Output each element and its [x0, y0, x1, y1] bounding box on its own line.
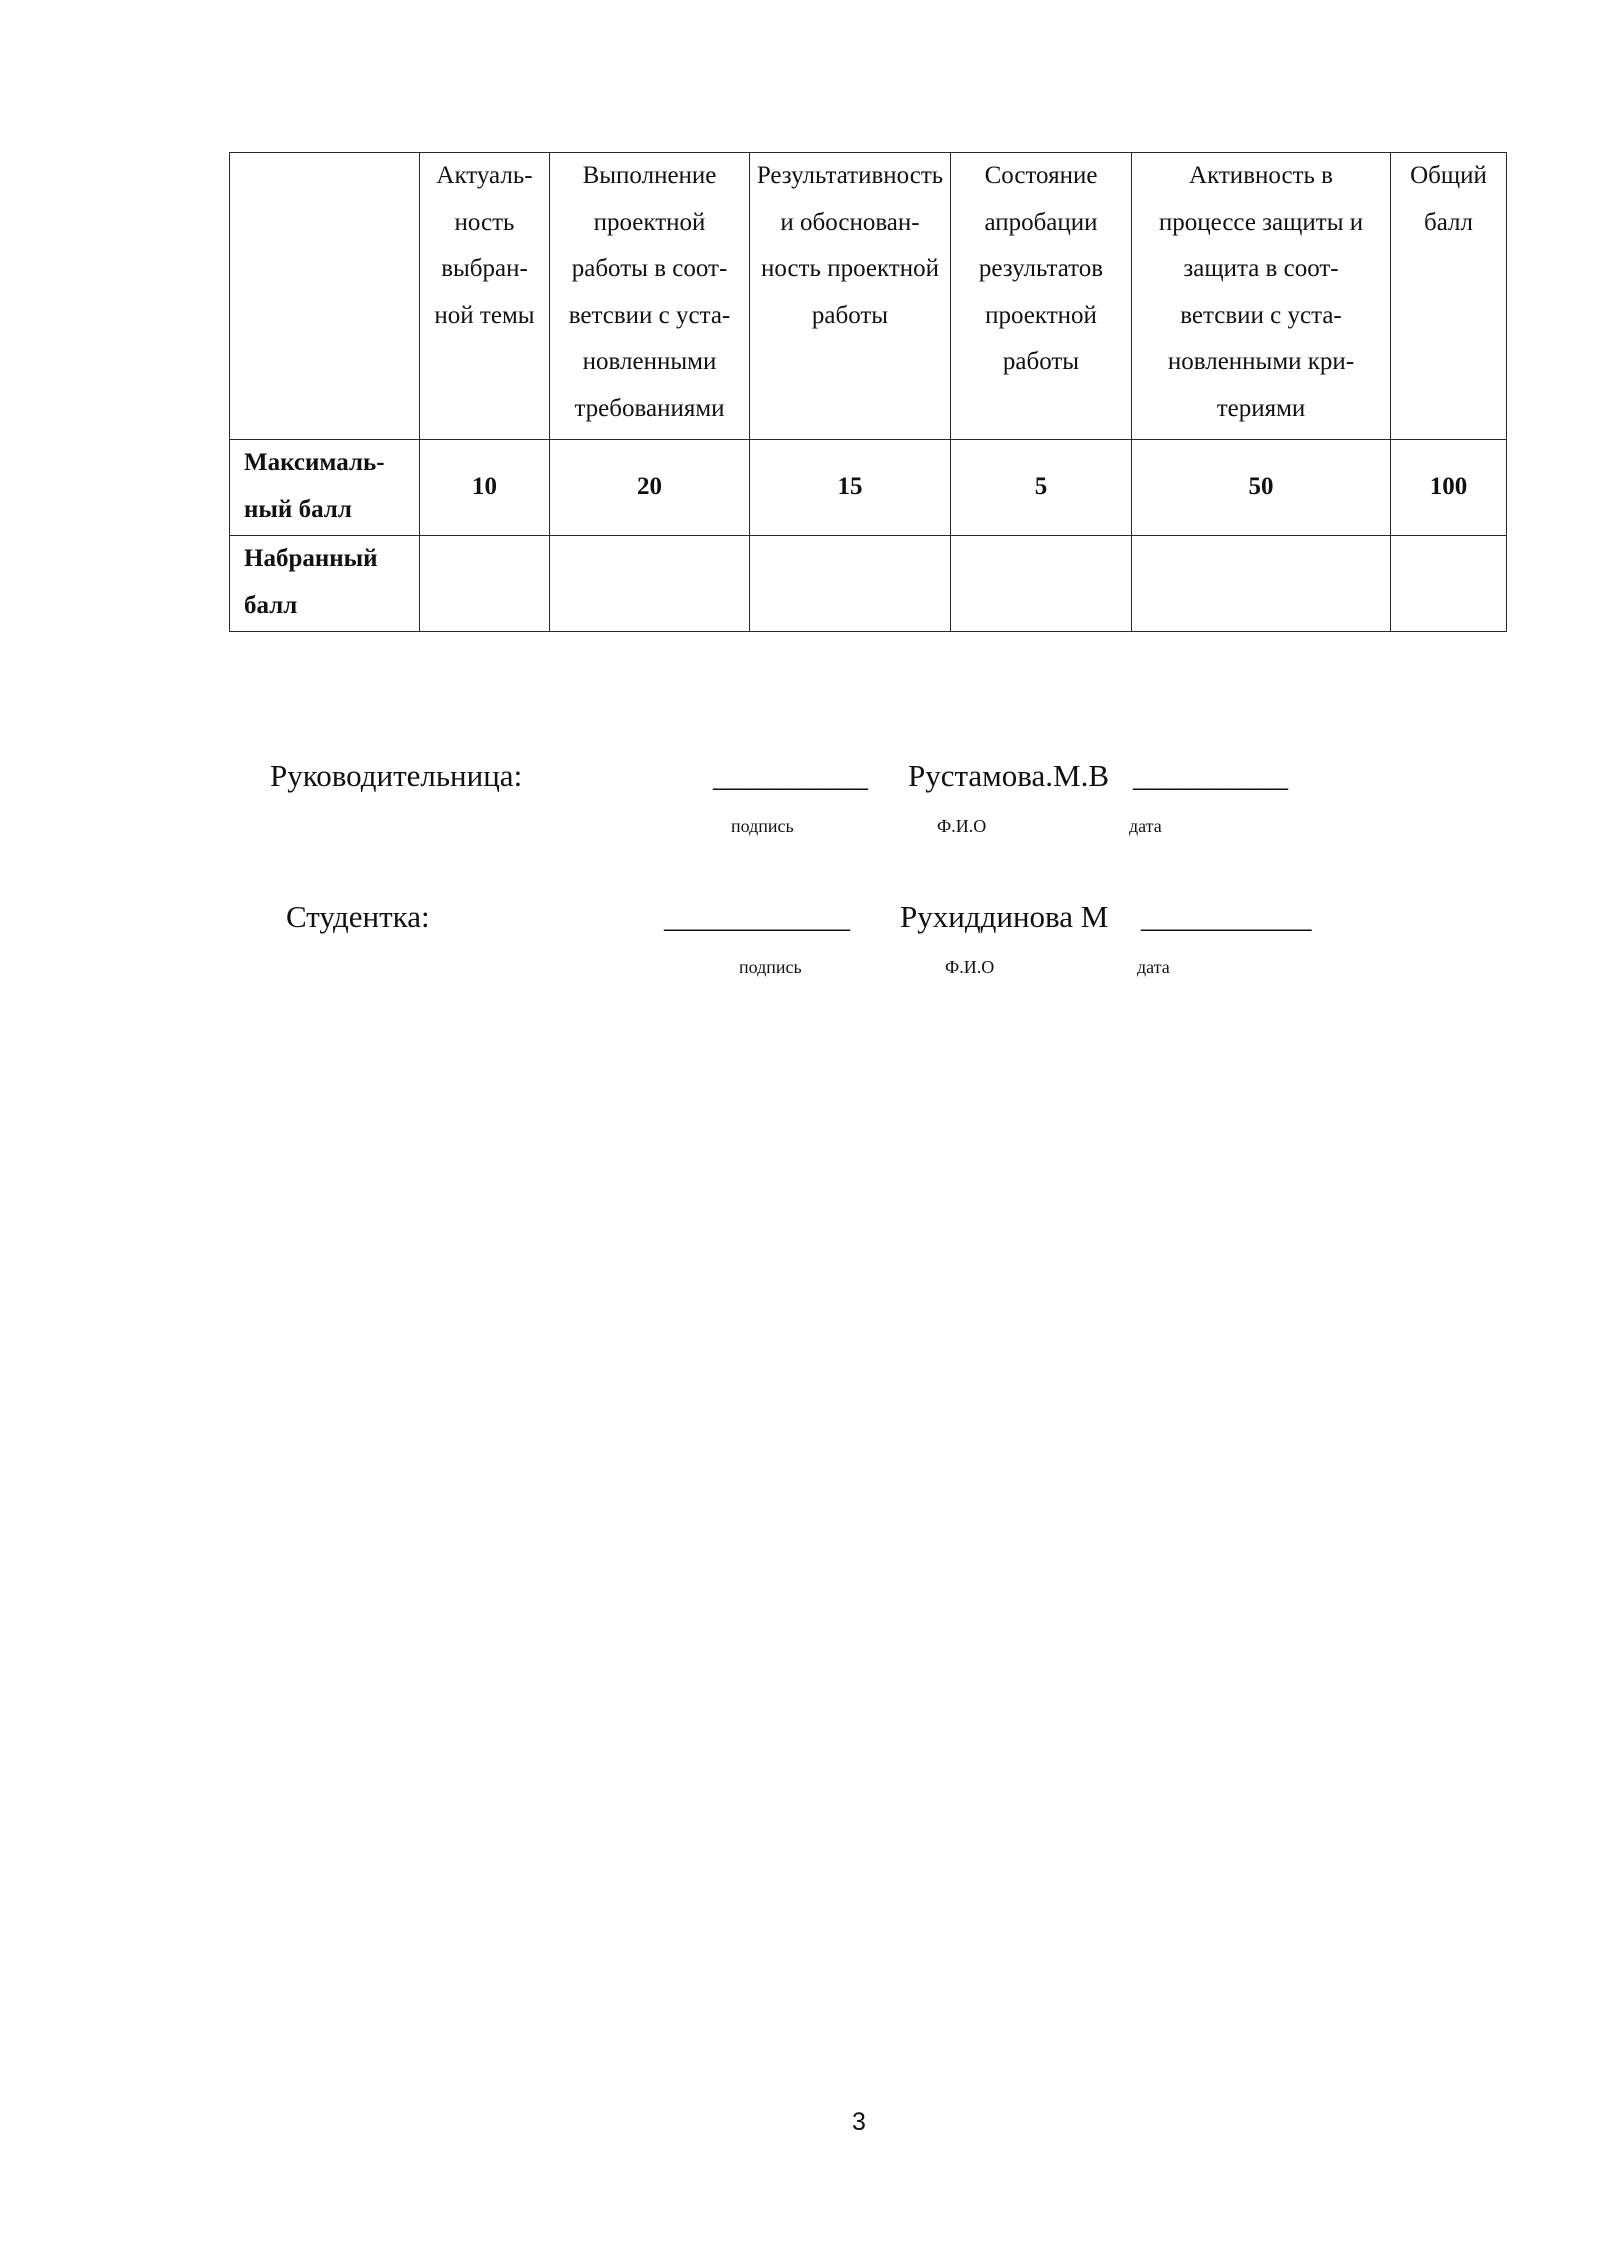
row-label-line: Максималь- — [244, 449, 385, 476]
supervisor-role-label: Руководительница: — [270, 758, 523, 793]
header-line: работы в соот- — [571, 255, 728, 282]
supervisor-signature-line: __________ — [713, 758, 868, 793]
header-line: Актуаль- — [436, 162, 533, 189]
obtained-score-cell — [420, 536, 550, 632]
header-line: защита в соот- — [1183, 255, 1339, 282]
header-line: териями — [1216, 394, 1306, 422]
max-score-cell: 50 — [1132, 440, 1391, 536]
supervisor-caption-date: дата — [1129, 816, 1162, 836]
header-line: ной темы — [434, 301, 535, 329]
header-line: проектной — [593, 208, 706, 236]
student-name: Рухиддинова М — [900, 899, 1109, 934]
student-caption-date: дата — [1137, 957, 1170, 977]
header-line: новленными — [582, 348, 717, 375]
header-line: ветсвии с уста- — [568, 301, 731, 329]
supervisor-caption-signature: подпись — [731, 816, 794, 836]
supervisor-date-line: __________ — [1133, 758, 1288, 793]
header-line: и обоснован- — [780, 208, 920, 236]
header-line: новленными кри- — [1167, 348, 1355, 375]
header-line: Результативность — [756, 162, 944, 189]
max-score-cell: 15 — [750, 440, 951, 536]
page-number: 3 — [852, 2108, 866, 2136]
header-line: работы — [1002, 348, 1080, 375]
header-cell-execution — [550, 153, 750, 440]
obtained-score-cell — [951, 536, 1132, 632]
header-line: требованиями — [574, 394, 725, 422]
student-role-label: Студентка: — [286, 899, 430, 934]
header-line: работы — [811, 301, 889, 329]
header-line: процессе защиты и — [1158, 208, 1364, 236]
row-label-line: Набранный — [244, 545, 378, 572]
header-line: ветсвии с уста- — [1180, 301, 1342, 329]
header-line: результатов — [978, 255, 1104, 282]
header-cell-approbation — [951, 153, 1132, 440]
row-label-line: балл — [244, 591, 298, 619]
header-cell-defense — [1132, 153, 1391, 440]
header-line: ность проектной — [761, 255, 939, 282]
score-table — [229, 152, 1507, 632]
header-line: Выполнение — [582, 162, 717, 189]
header-line: Активность в — [1189, 162, 1333, 189]
header-line: апробации — [984, 208, 1098, 236]
header-cell-results — [750, 153, 951, 440]
header-line: ность — [454, 208, 515, 236]
obtained-score-cell — [1132, 536, 1391, 632]
header-line: выбран- — [441, 255, 528, 282]
supervisor-name: Рустамова.М.В — [908, 758, 1110, 793]
student-caption-name: Ф.И.О — [945, 957, 995, 977]
header-line: Общий — [1410, 162, 1487, 189]
row-label-max-score — [230, 440, 420, 536]
max-score-cell: 5 — [951, 440, 1132, 536]
student-caption-signature: подпись — [739, 957, 802, 977]
header-cell-total — [1391, 153, 1507, 440]
row-label-obtained-score — [230, 536, 420, 632]
obtained-score-cell — [550, 536, 750, 632]
header-line: балл — [1424, 208, 1473, 236]
obtained-score-cell — [750, 536, 951, 632]
table-row-obtained-score — [230, 536, 1507, 632]
supervisor-caption-name: Ф.И.О — [937, 816, 987, 836]
header-cell-relevance — [420, 153, 550, 440]
max-score-cell: 10 — [420, 440, 550, 536]
student-signature-line: ____________ — [664, 899, 850, 934]
row-label-line: ный балл — [244, 495, 352, 523]
max-score-cell: 20 — [550, 440, 750, 536]
obtained-score-cell — [1391, 536, 1507, 632]
table-row-max-score — [230, 440, 1507, 536]
header-line: Состояние — [984, 162, 1098, 189]
header-line: проектной — [985, 301, 1097, 329]
table-corner-cell — [230, 153, 420, 440]
table-header-row — [230, 153, 1507, 440]
max-score-cell: 100 — [1391, 440, 1507, 536]
student-date-line: ___________ — [1141, 899, 1312, 934]
